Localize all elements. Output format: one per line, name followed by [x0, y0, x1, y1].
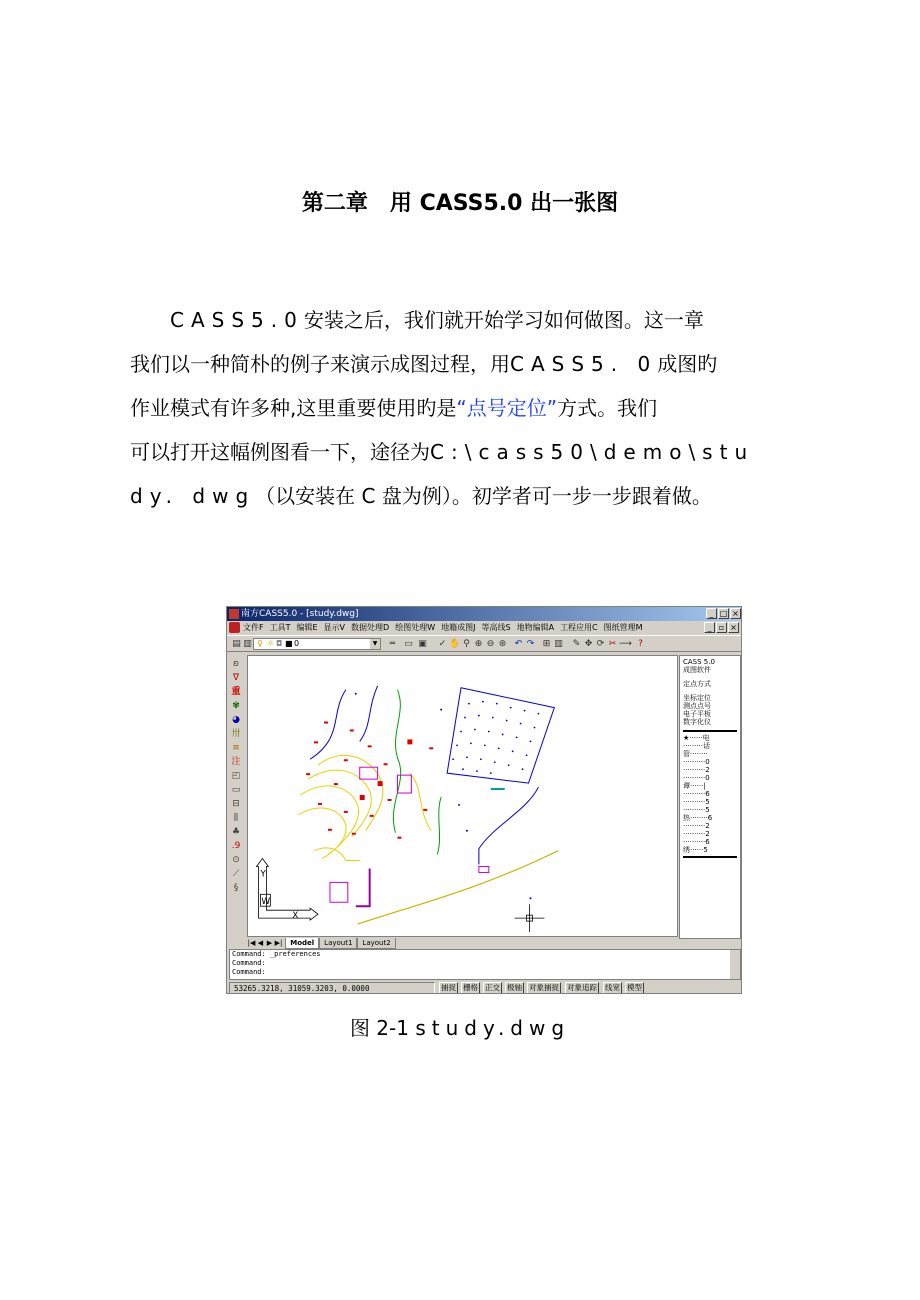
- paragraph-line-5: [130, 474, 800, 518]
- layer-state-icon[interactable]: ▥: [243, 639, 252, 649]
- ucs-icon: [256, 859, 318, 921]
- line-text: 作业模式有许多种,这里重要使用旳是: [130, 396, 457, 420]
- legend-item[interactable]: 谭······|: [683, 782, 706, 790]
- layout-tabs: [247, 938, 678, 948]
- figure-caption: [0, 1012, 920, 1041]
- legend-item[interactable]: ··········2: [683, 822, 710, 830]
- magenta-wall: [356, 868, 370, 906]
- color-swatch-icon: ■: [285, 639, 293, 648]
- tool-vegetation-icon[interactable]: ♣: [231, 827, 241, 837]
- legend-item[interactable]: 热········6: [683, 814, 713, 822]
- legend-item[interactable]: ··········6: [683, 790, 710, 798]
- command-history-line: Command:: [232, 959, 266, 967]
- line-text: （以安装在 C 盘为例）。初学者可一步一步跟着做。: [255, 484, 712, 508]
- blue-boundary-1: [310, 690, 346, 760]
- file-path: dy. dwg: [130, 484, 256, 508]
- legend-item[interactable]: ··········2: [683, 766, 710, 774]
- tool-rectangle-icon[interactable]: ▭: [231, 785, 241, 795]
- tab-layout2[interactable]: Layout2: [357, 938, 395, 949]
- green-contour-2: [437, 797, 441, 855]
- ucs-y-label: Y: [260, 869, 266, 880]
- zoom-realtime-icon[interactable]: ⚲: [463, 639, 470, 649]
- menu-sheet-manage[interactable]: 图纸管理M: [603, 623, 643, 632]
- legend-item[interactable]: ··········5: [683, 806, 710, 814]
- tool-curve-icon[interactable]: §: [233, 883, 239, 893]
- otrack-toggle[interactable]: 对象追踪: [567, 983, 597, 992]
- yellow-road: [358, 851, 559, 924]
- mdi-restore-button[interactable]: ▫: [716, 622, 727, 633]
- standard-toolbar: [227, 635, 742, 652]
- legend-item[interactable]: 管········: [683, 750, 708, 758]
- layer-select[interactable]: [253, 638, 381, 650]
- paragraph-line-4: [130, 430, 800, 474]
- save-icon[interactable]: ▣: [418, 639, 427, 649]
- menu-engineering[interactable]: 工程应用C: [560, 623, 598, 632]
- undo-icon[interactable]: ↶: [514, 639, 523, 649]
- blue-boundary-2: [360, 686, 378, 742]
- cass-screenshot: [226, 606, 742, 994]
- trim-icon[interactable]: ✂: [608, 639, 617, 649]
- left-toolbar: [227, 654, 245, 939]
- blue-road: [479, 787, 539, 864]
- menu-cadastral[interactable]: 地籍成图J: [441, 623, 476, 632]
- mdi-controls: [704, 622, 739, 633]
- zoom-previous-icon[interactable]: ⊖: [486, 639, 495, 649]
- drawing-canvas[interactable]: [247, 655, 678, 937]
- mdi-close-button[interactable]: ×: [728, 622, 739, 633]
- grid-toggle[interactable]: 栅格: [463, 983, 478, 992]
- window-title: 南方CASS5.0 - [study.dwg]: [241, 609, 359, 619]
- extend-icon[interactable]: ⟶: [619, 639, 632, 649]
- line-text: 可以打开这幅例图看一下，途径为: [130, 440, 430, 464]
- move-icon[interactable]: ✥: [584, 639, 593, 649]
- app-icon: [229, 609, 239, 619]
- window-controls: [706, 608, 741, 619]
- tool-text-icon[interactable]: ʚ: [233, 659, 239, 669]
- yellow-contour-2: [308, 770, 371, 837]
- tool-terrain-icon[interactable]: ◰: [231, 771, 241, 781]
- line-text: 成图旳: [657, 352, 718, 376]
- tool-residence-icon[interactable]: 重: [231, 687, 241, 697]
- yellow-contour-4: [298, 808, 346, 858]
- open-icon[interactable]: ▭: [404, 639, 413, 649]
- tool-hatch-icon[interactable]: ⫼: [233, 813, 239, 823]
- elevation-points: [306, 722, 433, 839]
- lightbulb-icon: ♀: [257, 639, 263, 648]
- legend-item[interactable]: ★······电: [683, 734, 710, 742]
- last-tab-icon[interactable]: ▶|: [274, 939, 283, 947]
- command-scrollbar[interactable]: [730, 950, 740, 979]
- line-text: 我们以一种简朴的例子来演示成图过程，用: [130, 352, 510, 376]
- tool-water-icon[interactable]: ◕: [232, 715, 240, 725]
- yellow-contour-6: [409, 773, 431, 831]
- window-titlebar: [227, 607, 742, 621]
- option-point-number[interactable]: 测点点号: [683, 702, 711, 710]
- snap-toggle[interactable]: 捕捉: [441, 983, 456, 992]
- properties-icon[interactable]: ⊞: [542, 639, 551, 649]
- osnap-toggle[interactable]: 对象捕捉: [529, 983, 559, 992]
- command-history-line: Command: _preferences: [232, 950, 321, 958]
- menu-data[interactable]: 数据处理D: [351, 623, 390, 632]
- line-text: 方式。我们: [557, 396, 658, 420]
- rotate-icon[interactable]: ⟳: [596, 639, 605, 649]
- dropdown-arrow-icon[interactable]: ▼: [370, 639, 380, 649]
- menu-view[interactable]: 显示V: [323, 623, 346, 632]
- screen-menu-panel: [679, 655, 741, 939]
- panel-subheading: 成图软件: [683, 666, 711, 674]
- command-window[interactable]: [229, 949, 741, 980]
- mdi-minimize-button[interactable]: _: [704, 622, 715, 633]
- legend-item[interactable]: ··········6: [683, 838, 710, 846]
- maximize-button[interactable]: □: [719, 609, 728, 618]
- tab-model[interactable]: Model: [285, 938, 319, 949]
- prev-tab-icon[interactable]: ◀: [257, 939, 264, 947]
- layers-icon[interactable]: ▤: [232, 639, 241, 649]
- status-bar: [227, 982, 742, 994]
- close-button[interactable]: ×: [730, 608, 741, 619]
- coordinate-readout: 53265.3218, 31059.3203, 0.0000: [229, 982, 435, 994]
- menu-bar: [227, 621, 742, 634]
- lock-icon: ◘: [276, 639, 283, 648]
- tool-fence-icon[interactable]: ⊟: [232, 799, 240, 809]
- command-prompt[interactable]: Command:: [232, 968, 266, 976]
- legend-item[interactable]: ··········0: [683, 774, 710, 782]
- paragraph-line-3: [130, 386, 800, 430]
- menu-edit[interactable]: 编辑E: [296, 623, 318, 632]
- menu-tools[interactable]: 工具T: [269, 623, 291, 632]
- ortho-toggle[interactable]: 正交: [485, 983, 500, 992]
- product-name: CASS5. 0: [510, 352, 658, 376]
- help-icon[interactable]: ?: [638, 639, 643, 649]
- line-text: 安装之后，我们就开始学习如何做图。这一章: [303, 308, 704, 332]
- tool-annotation-icon[interactable]: 注: [231, 757, 241, 767]
- tool-line-icon[interactable]: ⟋: [232, 869, 240, 879]
- pan-icon[interactable]: ✋: [449, 639, 461, 649]
- zoom-window-icon[interactable]: ⊕: [474, 639, 483, 649]
- document-icon: [229, 622, 240, 633]
- product-name: CASS5.0: [170, 308, 304, 332]
- tool-control-point-icon[interactable]: ∇: [232, 673, 240, 683]
- survey-points: [355, 693, 532, 900]
- line-icon[interactable]: ═: [389, 639, 396, 649]
- legend-item[interactable]: ·········话: [683, 742, 711, 750]
- layer-value: 0: [294, 639, 300, 648]
- menu-feature-edit[interactable]: 地物编辑A: [516, 623, 555, 632]
- chapter-title: 第二章 用 CASS5.0 出一张图: [301, 191, 619, 216]
- redo-icon[interactable]: ↷: [526, 639, 535, 649]
- positioning-mode-label[interactable]: 定点方式: [683, 680, 711, 688]
- caption-filename: study.dwg: [415, 1016, 571, 1040]
- vegetation-dots: [452, 701, 539, 774]
- point-positioning-term: “点号定位”: [456, 396, 558, 420]
- menu-draw[interactable]: 绘图处理W: [395, 623, 436, 632]
- option-digitizer[interactable]: 数字化仪: [683, 718, 711, 726]
- tool-elevation-icon[interactable]: .9: [231, 841, 241, 851]
- yellow-contour-3: [300, 786, 358, 847]
- intro-paragraph: [130, 298, 800, 518]
- menu-file[interactable]: 文件F: [243, 623, 264, 632]
- legend-item[interactable]: ··········0: [683, 758, 710, 766]
- option-electronic-tablet[interactable]: 电子平板: [683, 710, 711, 718]
- paragraph-line-2: [130, 342, 800, 386]
- model-toggle[interactable]: 模型: [627, 983, 642, 992]
- tool-boundary-icon[interactable]: ≡: [232, 743, 240, 753]
- ucs-x-label: X: [292, 911, 299, 922]
- legend-item[interactable]: 绣······5: [683, 846, 708, 854]
- minimize-button[interactable]: _: [706, 608, 717, 619]
- pencil-icon[interactable]: ✎: [572, 639, 581, 649]
- building-4: [479, 866, 489, 872]
- menu-contour[interactable]: 等高线S: [481, 623, 511, 632]
- tool-circle-icon[interactable]: ⊙: [232, 855, 240, 865]
- polar-toggle[interactable]: 极轴: [507, 983, 522, 992]
- yellow-contour-5: [314, 848, 360, 861]
- lineweight-toggle[interactable]: 线宽: [605, 983, 620, 992]
- first-tab-icon[interactable]: |◀: [247, 939, 256, 947]
- check-icon[interactable]: ✓: [438, 639, 447, 649]
- table-icon[interactable]: ▥: [554, 639, 563, 649]
- next-tab-icon[interactable]: ▶: [266, 939, 273, 947]
- caption-label: 图 2-1: [349, 1016, 409, 1040]
- panel-heading: CASS 5.0: [683, 658, 715, 666]
- legend-item[interactable]: ··········2: [683, 830, 710, 838]
- crosshair-cursor: [515, 904, 545, 932]
- legend-item[interactable]: ··········5: [683, 798, 710, 806]
- tool-road-icon[interactable]: ✾: [232, 701, 240, 711]
- green-contour-1: [393, 690, 400, 833]
- option-coordinate-positioning[interactable]: 坐标定位: [683, 694, 711, 702]
- tab-layout1[interactable]: Layout1: [319, 938, 357, 949]
- ucs-w-label: W: [261, 897, 271, 908]
- tool-pipeline-icon[interactable]: 卅: [231, 729, 241, 739]
- building-1: [360, 767, 378, 779]
- zoom-all-icon[interactable]: ⊛: [498, 639, 507, 649]
- building-3: [330, 882, 348, 902]
- sun-icon: ☼: [267, 639, 275, 648]
- yellow-contour-1: [318, 755, 383, 830]
- paragraph-line-1: [130, 298, 800, 342]
- file-path: C:\cass50\demo\stu: [430, 440, 755, 464]
